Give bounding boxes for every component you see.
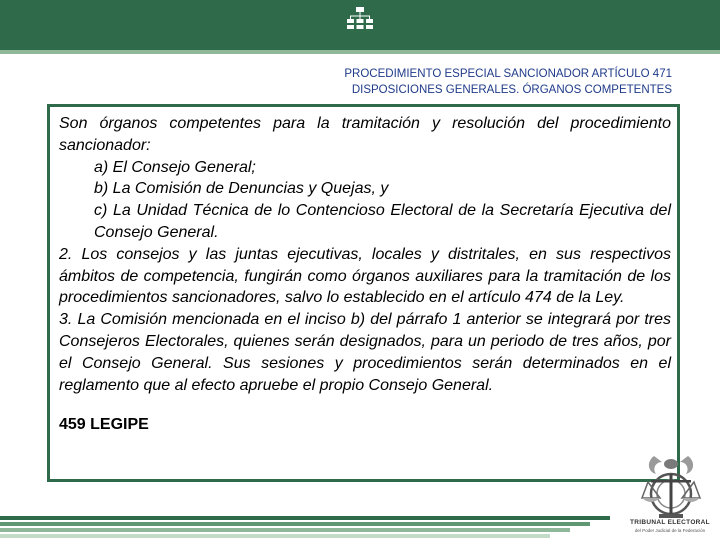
article-text-box — [47, 104, 680, 482]
spacer — [59, 396, 671, 414]
seal-title: TRIBUNAL ELECTORAL — [630, 519, 710, 526]
seal-subtitle: del Poder Judicial de la Federación — [634, 528, 706, 533]
header-subtitle: DISPOSICIONES GENERALES. ÓRGANOS COMPETENTES — [351, 84, 672, 96]
top-banner-accent — [0, 50, 720, 54]
slide-header — [152, 66, 672, 98]
paragraph-2: 2. Los consejos y las juntas ejecutivas, locales y distritales, en sus respectivos ámbitos de competencia, fungirán como órganos auxiliares para la tramitación de los procedimientos sancionadores, salvo lo establecido en el artículo 474 de la Ley. — [59, 245, 671, 307]
list-item-b: b) La Comisión de Denuncias y Quejas, y — [94, 180, 389, 198]
legal-reference: 459 LEGIPE — [59, 416, 149, 434]
bottom-stripes — [0, 514, 610, 540]
list-item-c: c) La Unidad Técnica de lo Contencioso Electoral de la Secretaría Ejecutiva del Consejo General. — [94, 202, 671, 241]
header-title: PROCEDIMIENTO ESPECIAL SANCIONADOR ARTÍCULO 471 — [344, 68, 672, 80]
org-chart-icon — [346, 6, 374, 30]
intro-paragraph: Son órganos competentes para la tramitación y resolución del procedimiento sancionador: — [59, 115, 671, 154]
paragraph-3: 3. La Comisión mencionada en el inciso b) del párrafo 1 anterior se integrará por tres Consejeros Electorales, quienes serán designados, para un periodo de tres años, por el Consejo General. Sus sesiones y procedimientos serán determinados en el reglamento que al efecto apruebe el propio Consejo General. — [59, 311, 671, 394]
list-item-a: a) El Consejo General; — [94, 158, 256, 176]
